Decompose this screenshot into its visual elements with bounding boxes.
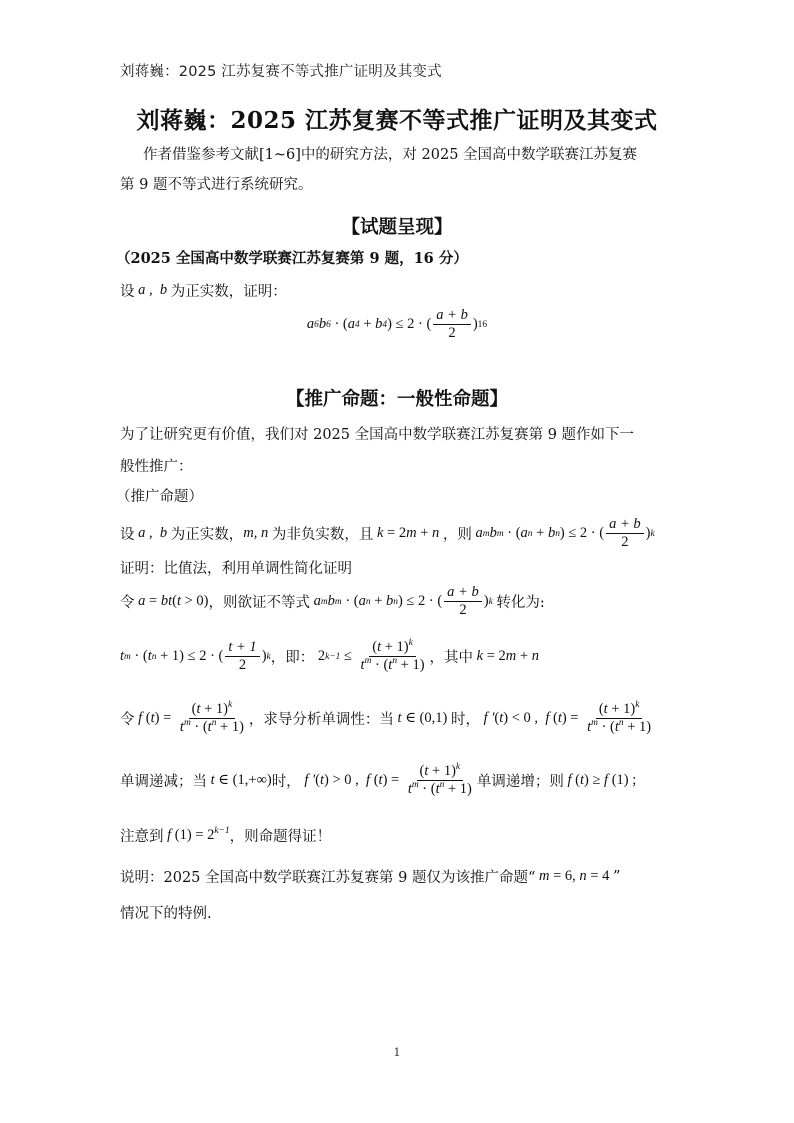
step4-text-b: 时， (271, 774, 301, 791)
step5-text-a: 注意到 (120, 829, 164, 845)
math-k-def: k = 2m + n (373, 525, 443, 542)
math-f-repeat-1: f ( t ) = $\frac{(t + 1)^k}{t^m \cdot (t^n + 1)}$ (545, 700, 652, 736)
math-derivative-negative: f ′(t) < 0 , (479, 710, 546, 727)
proof-step-4 (120, 764, 636, 797)
math-a-b-2: a , b (134, 525, 171, 542)
prop-text-b: 为正实数， (170, 527, 244, 544)
page-number: 1 (393, 1046, 401, 1059)
proposition-statement (120, 517, 655, 550)
prop-text-d: ，则 (442, 527, 472, 544)
math-k-def-2: k = 2m + n (473, 648, 539, 665)
math-derivative-positive: f ′(t) > 0 , (300, 772, 367, 789)
math-special-case: m = 6, n = 4 (535, 868, 610, 884)
math-interval-0-1: t ∈ (0,1) (393, 710, 448, 727)
proposition-label: （推广命题） (116, 489, 203, 505)
step1-text-c: 转化为: (496, 595, 545, 612)
math-equivalent-form: 2 k−1 ≤ $\frac{(t + 1)^k}{t^m \cdot (t^n + 1)}$ (317, 638, 425, 674)
math-f-repeat-2: f ( t ) = $\frac{(t + 1)^k}{t^m \cdot (t^n + 1)}$ (366, 762, 472, 798)
step4-text-a: 单调递减；当 (120, 774, 207, 791)
step2-text-a: ，即： (270, 650, 315, 667)
running-header: 刘蒋巍：2025 江苏复赛不等式推广证明及其变式 (120, 64, 442, 80)
intro-line-1: 作者借鉴参考文献[1~6]中的研究方法，对 2025 全国高中数学联赛江苏复赛 (143, 147, 638, 163)
step4-text-c: 单调递增；则 (476, 774, 564, 791)
math-general-inequality: a m b m · ( a n + b n ) ≤ 2 · ( $\frac{a + b}{2}$ ) k (471, 516, 655, 551)
step3-text-a: 令 (120, 712, 135, 729)
proof-step-3 (120, 702, 656, 735)
step3-text-b: ，求导分析单调性：当 (248, 712, 394, 729)
problem-source: （2025 全国高中数学联赛江苏复赛第 9 题，16 分） (116, 250, 468, 267)
math-substitution: a = bt(t > 0) (134, 593, 209, 610)
math-m-n: m, n (243, 525, 272, 542)
math-inequality-restated: a m b m · ( a n + b n ) ≤ 2 · ( $\frac{a + b}{2}$ ) k (309, 584, 493, 619)
generalization-line-1: 为了让研究更有价值，我们对 2025 全国高中数学联赛江苏复赛第 9 题作如下一 (120, 427, 635, 443)
problem-inequality: a 6 b 6 · ( a 4 + b 4 ) ≤ 2 · ( $\frac{a + b}{2}$ ) 16 (306, 307, 488, 342)
statement-suffix: 为正实数，证明： (170, 284, 287, 300)
section-heading-problem: 【试题呈现】 (341, 217, 453, 238)
prop-text-c: 为非负实数，且 (271, 527, 374, 544)
proof-step-2 (120, 640, 539, 673)
note-line-1 (120, 866, 620, 887)
math-interval-1-inf: t ∈ (1,+∞) (207, 772, 272, 789)
note-text-b: ” (612, 868, 621, 885)
problem-statement (120, 280, 287, 301)
step3-text-c: 时， (450, 712, 480, 729)
document-title: 刘蒋巍：2025 江苏复赛不等式推广证明及其变式 (136, 107, 658, 134)
intro-line-2: 第 9 题不等式进行系统研究。 (120, 177, 313, 193)
math-f-definition: f ( t ) = $\frac{(t + 1)^k}{t^m \cdot (t^n + 1)}$ (134, 700, 244, 736)
math-t-inequality: t m · ( t n + 1) ≤ 2 · ( $\frac{t + 1}{2}$ ) k (120, 639, 271, 674)
step5-text-b: ，则命题得证！ (229, 829, 332, 845)
proof-title: 证明：比值法，利用单调性简化证明 (120, 561, 352, 577)
generalization-line-2: 般性推广： (120, 459, 193, 475)
proof-step-5 (120, 825, 331, 846)
section-heading-generalization: 【推广命题：一般性命题】 (285, 389, 508, 410)
math-f-one: f $(1) = 2^{k-1}$ (163, 826, 230, 843)
math-f-min: f (t) ≥ f (1) ; (563, 772, 637, 789)
step1-text-b: ，则欲证不等式 (208, 595, 310, 612)
prop-text-a: 设 (120, 527, 135, 544)
note-line-2: 情况下的特例. (120, 906, 212, 922)
proof-step-1 (120, 585, 545, 618)
statement-prefix: 设 (120, 284, 135, 300)
note-text-a: 说明：2025 全国高中数学联赛江苏复赛第 9 题仅为该推广命题“ (120, 870, 536, 886)
step2-text-b: ，其中 (429, 650, 474, 667)
step1-text-a: 令 (120, 595, 135, 612)
math-a-b: a , b (134, 282, 171, 298)
